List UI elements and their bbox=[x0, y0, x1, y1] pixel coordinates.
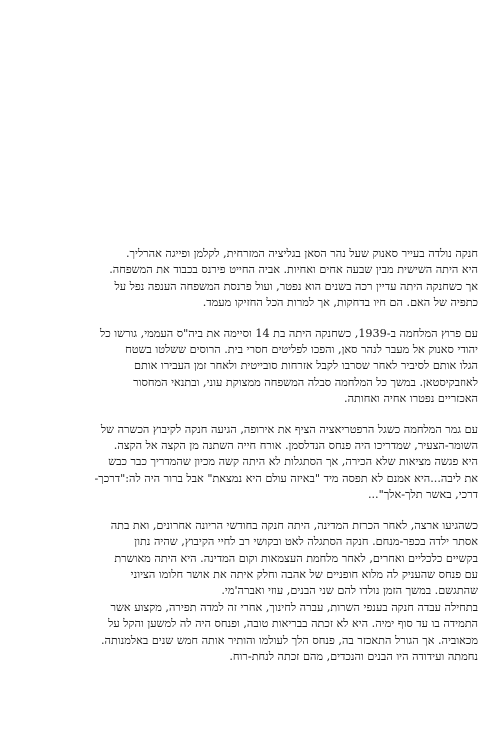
text-line: כשהגיעו ארצה, לאחר הכרזת המדינה, היתה חנקה בחודשי הריונה אחרונים, ואת בתה bbox=[110, 518, 478, 532]
text-line: אך כשחנקה היתה עדיין רכה בשנים הוא נפטר, ועול פרנסת המשפחה הענפה נפל על bbox=[114, 279, 478, 293]
text-line: בקשיים כלכליים ואחרים, לאחר מלחמת העצמאות וקום המדינה. היא היתה מאושרת bbox=[114, 551, 478, 565]
text-line: עם פנחס שהעניק לה מלוא חופניים של אהבה וחלק איתה את אושר חלומו הציוני bbox=[130, 567, 478, 581]
text-line: לאוזבקיסטאן. במשך כל המלחמה סבלה המשפחה ממצוקת עוני, ובתנאי המחסור bbox=[133, 375, 478, 389]
paragraph-after-war bbox=[22, 422, 478, 504]
text-line: השומר-הצעיר, שמדריכו היה פנחס הנדלסמן. אורח חייה השתנה מן הקצה אל הקצה. bbox=[113, 439, 478, 453]
text-line: דרכי, באשר תלך-אלך"... bbox=[367, 488, 478, 502]
paragraph-war bbox=[22, 326, 478, 408]
text-line: יהודי סאנוק אל מעבר לנהר סאן, והפכו לפליטים חסרי בית. הרוסים ששלטו בשטח bbox=[125, 343, 478, 357]
text-line: שהתגשם. במשך הזמן נולדו להם שני הבנים, עוזי ואברה'מי. bbox=[221, 584, 478, 598]
text-line: נחמתה ועידודה היו הבנים והנכדים, מהם זכתה לנחת-רוח. bbox=[229, 649, 478, 663]
text-line: עם גמר המלחמה כשגל הרפטריאציה הציף את אירופה, הגיעה חנקה לקיבוץ הכשרה של bbox=[100, 422, 478, 436]
paragraph-birth bbox=[22, 246, 478, 312]
text-line: אסתר ילדה בכפר-מנחם. חנקה הסתגלה לאט ובקושי רב לחיי הקיבוץ, שהיה נתון bbox=[134, 535, 478, 549]
paragraph-israel bbox=[22, 518, 478, 666]
text-line: עם פרוץ המלחמה ב-1939, כשחנקה היתה בת 14 וסיימה את ביה"ס העממי, גורשו כל bbox=[100, 326, 478, 340]
text-line: האכזריים נפטרו אחיה ואחותה. bbox=[344, 392, 478, 406]
text-line: מכאוביה. אך הגורל התאכזר בה, פנחס הלך לעולמו והותיר אותה חמש שנים באלמנותה. bbox=[100, 633, 478, 647]
text-line: את ליבה...היא אמנם לא תפסה מיד "באיזה עולם היא נמצאת" אבל ברור היה לה:"דרכך- bbox=[94, 471, 478, 485]
text-line: בתחילה עבדה חנקה בענפי השרות, עברה לחינוך, אחרי זה למדה תפירה, מקצוע אשר bbox=[110, 600, 478, 614]
text-line: חנקה נולדה בעייר סאנוק שעל נהר הסאן בגליציה המזרחית, לקלמן ופייגה אהרליך. bbox=[125, 247, 478, 260]
text-line: כתפיה של האם. הם חיו בדחקות, אך למרות הכל החזיקו מעמד. bbox=[202, 296, 478, 310]
text-line: הגלו אותם לסיביר לאחר שסרבו לקבל אזרחות סובייטית ולאחר זמן העבירו אותם bbox=[133, 359, 478, 373]
text-line: היא פגשה מציאות שלא הכירה, אך הסתגלות לא היתה קשה מכיון שהמדריך כבר כבש bbox=[108, 455, 478, 469]
text-line: התמידה בו עד סוף ימיה. היא לא זכתה בבריאות טובה, ופנחס היה לה למשען והקל על bbox=[108, 617, 478, 631]
text-line: היא היתה השישית מבין שבעה אחים ואחיות. אביה החייט פירנס בכבוד את המשפחה. bbox=[109, 263, 478, 277]
